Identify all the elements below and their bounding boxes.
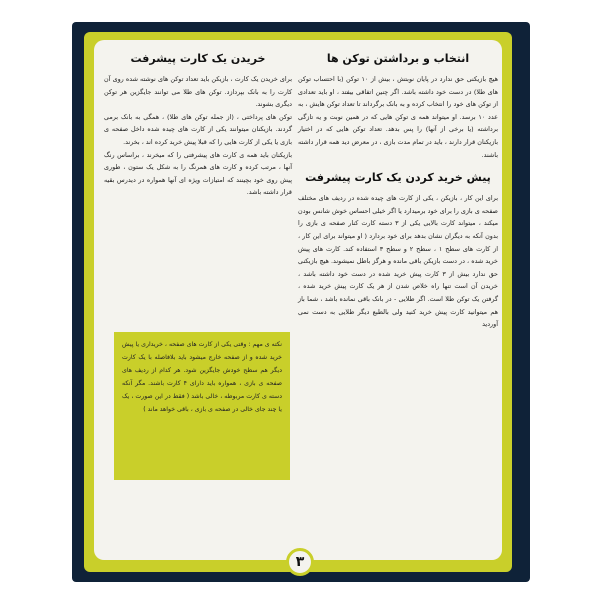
right-column [298,48,498,331]
important-note-box [114,332,290,480]
heading-taking-tokens: انتخاب و برداشتن توکن ها [326,52,470,65]
paragraph-buy-1: برای خریدن یک کارت ، بازیکن باید تعداد توکن های نوشته شده روی آن کارت را به بانک بپردازد. توکن های طلا می توانند جایگزین هر توکن دیگری بشوند. [104,75,292,109]
paragraph-taking-tokens: هیچ بازیکنی حق ندارد در پایان نوبتش ، بیش از ۱۰ توکن (با احتساب توکن های طلا) در دست خود داشته باشد. اگر چنین اتفاقی بیفتد ، او باید تعدادی از توکن های خود را انتخاب کرده و به بانک برگرداند تا تعداد توکن هایش ، به عدد ۱۰ برسد. او میتواند همه ی توکن هایی که در همین نوبت و یه تازگی برداشته (یا برخی از آنها) را پس بدهد. تعداد توکن هایی که در اختیار بازیکنان قرار دارند ، باید در تمام مدت بازی ، در معرض دید همه قرار داشته باشند. [298,75,498,159]
important-note-text: نکته ی مهم : وقتی یکی از کارت های صفحه ، خریداری یا پیش خرید شده و از صفحه خارج میشود باید بلافاصله با یک کارت دیگر هم سطح خودش جایگزین شود. هر کدام از ردیف های صفحه ی بازی ، همواره باید دارای ۴ کارت باشند. مگر آنکه دسته ی کارت مربوطه ، خالی باشد ( فقط در این صورت ، یک یا چند جای خالی در صفحه ی بازی ، باقی خواهد ماند ) [122,341,282,413]
paragraph-buy-2: توکن های پرداختی ، (از جمله توکن های طلا) ، همگی به بانک برمی گردند. بازیکنان میتوانند یکی از کارت های چیده شده داخل صفحه ی بازی یا یکی از کارت هایی را که قبلا پیش خرید کرده اند ، بخرند. [104,112,292,146]
heading-reserve-card: پیش خرید کردن یک کارت پیشرفت [305,171,491,185]
paragraph-buy-3: بازیکنان باید همه ی کارت های پیشرفتی را که میخرند ، براساس رنگ آنها ، مرتب کرده و کارت های همرنگ را به شکل یک ستون ، طوری پیش روی خود بچینند که امتیازات ویژه ای آنها همواره در دیدرس بقیه قرار داشته باشد. [104,150,292,197]
paragraph-reserve-card: برای این کار ، بازیکن ، یکی از کارت های چیده شده در ردیف های مختلف صفحه ی بازی را برای خود برمیدارد یا اگر خیلی احساس خوش شانس بودن میکند ، میتواند کارت بالایی یکی از ۳ دسته کارت کنار صفحه ی بازی را بدون آنکه به دیگران نشان بدهد برای خود بردارد ( او میتواند برای این کار ، از کارت های سطح ۱ ، سطح ۲ و سطح ۳ استفاده کند. کارت های پیش خرید شده ، در دست بازیکن باقی مانده و هرگز باطل نمیشوند. هیچ بازیکنی حق ندارد بیش از ۳ کارت پیش خرید شده در دست خود داشته باشد ، خریدن آن است تنها راه خلاص شدن از هر یک کارت پیش خرید شده ، گرفتن یک توکن طلا است. اگر طلایی - در بانک باقی نمانده باشد ، شما باز هم میتوانید کارت پیش خرید کنید ولی بالطبع دیگر طلایی به دست نمی آوردید [298,194,499,329]
left-column [104,48,292,199]
page-number: ۳ [286,548,314,576]
heading-buy-card: خریدن یک کارت پیشرفت [130,52,266,65]
